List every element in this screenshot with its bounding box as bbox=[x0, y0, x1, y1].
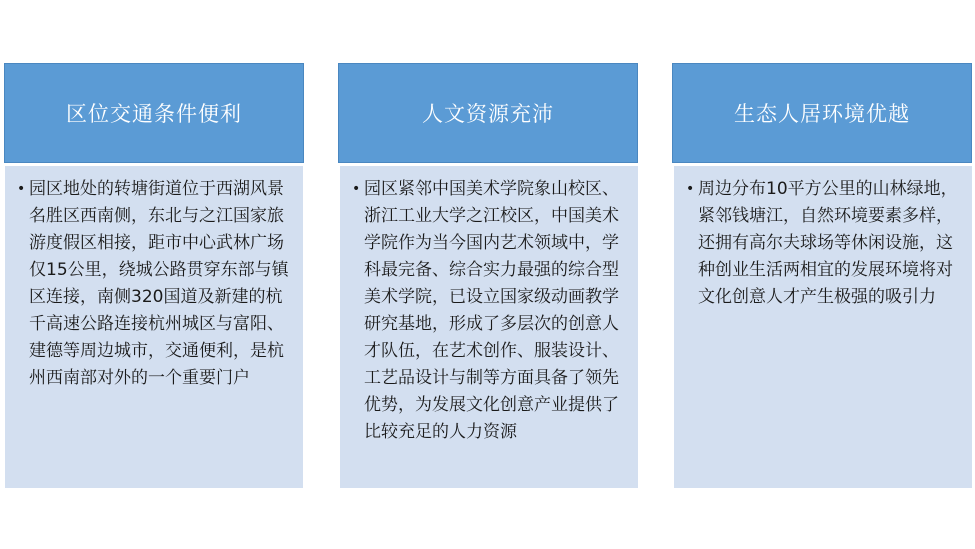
bullet-text: 园区紧邻中国美术学院象山校区、浙江工业大学之江校区，中国美术学院作为当今国内艺术领域中，学科最完备、综合实力最强的综合型美术学院，已设立国家级动画教学研究基地，形成了多层次的创意人才队伍，在艺术创作、服装设计、工艺品设计与制等方面具备了领先优势，为发展文化创意产业提供了比较充足的人力资源 bbox=[364, 179, 619, 442]
bullet-item bbox=[17, 176, 289, 392]
bullet-text: 周边分布10平方公里的山林绿地，紧邻钱塘江，自然环境要素多样，还拥有高尔夫球场等休闲设施，这种创业生活两相宜的发展环境将对文化创意人才产生极强的吸引力 bbox=[698, 179, 958, 307]
card-cultural-resources bbox=[338, 63, 638, 488]
bullet-item bbox=[686, 176, 958, 311]
bullet-text: 园区地处的转塘街道位于西湖风景名胜区西南侧，东北与之江国家旅游度假区相接，距市中心武林广场仅15公里，绕城公路贯穿东部与镇区连接，南侧320国道及新建的杭千高速公路连接杭州城区与富阳、建德等周边城市，交通便利，是杭州西南部对外的一个重要门户 bbox=[29, 179, 289, 388]
bullet-icon: • bbox=[17, 181, 26, 197]
card-header bbox=[4, 63, 304, 163]
card-header bbox=[672, 63, 972, 163]
card-title: 区位交通条件便利 bbox=[66, 102, 242, 126]
card-title: 生态人居环境优越 bbox=[734, 102, 910, 126]
card-body bbox=[674, 166, 972, 488]
card-location-transport bbox=[4, 63, 304, 488]
card-header bbox=[338, 63, 638, 163]
bullet-icon: • bbox=[686, 181, 695, 197]
card-body bbox=[5, 166, 303, 488]
card-title: 人文资源充沛 bbox=[422, 102, 554, 126]
card-body bbox=[340, 166, 638, 488]
card-ecological-environment bbox=[672, 63, 972, 488]
bullet-icon: • bbox=[352, 181, 361, 197]
bullet-item bbox=[352, 176, 624, 446]
